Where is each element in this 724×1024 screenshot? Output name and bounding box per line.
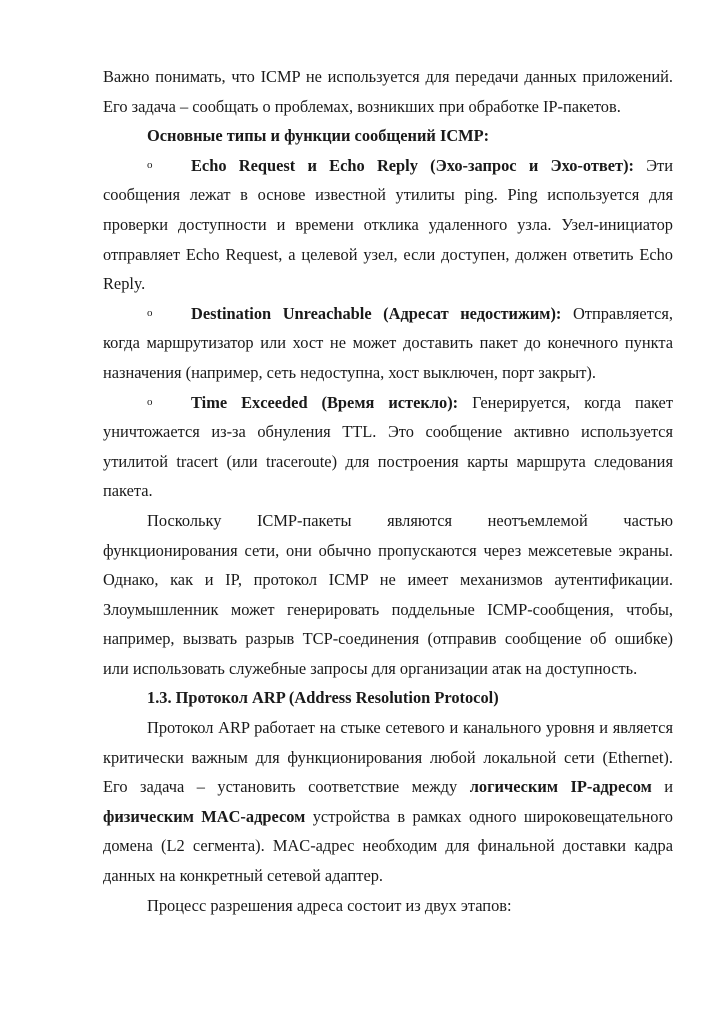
list-item-time-exceeded-title: Time Exceeded (Время истекло): <box>191 392 459 412</box>
arp-intro-text-mid: и <box>651 777 674 797</box>
paragraph-icmp-purpose: Важно понимать, что ICMP не используется для передачи данных приложений. Его задача – сообщать о проблемах, возникших при обработке IP-пакетов. <box>103 67 673 116</box>
heading-icmp-types: Основные типы и функции сообщений ICMP: <box>147 126 490 146</box>
paragraph-icmp-security: Поскольку ICMP-пакеты являются неотъемлемой частью функционирования сети, они обычно пропускаются через межсетевые экраны. Однако, как и IP, протокол ICMP не имеет механизмов аутентификации. Злоумышленник может генерировать поддельные ICMP-сообщения, чтобы, например, вызвать разрыв TCP-соединения (отправив сообщение об ошибке) или использовать служебные запросы для организации атак на доступность. <box>103 510 673 678</box>
arp-intro-text-end: устройства в рамках одного широковещательного домена (L2 сегмента). MAC-адрес необходим для финальной доставки кадра данных на конкретный сетевой адаптер. <box>103 806 674 886</box>
list-item-echo-title: Echo Request и Echo Reply (Эхо-запрос и Эхо-ответ): <box>191 155 634 175</box>
arp-intro-text-start: Протокол ARP работает на стыке сетевого и канального уровня и является критически важным для функционирования любой локальной сети (Ethernet). Его задача – установить соответствие между <box>103 718 673 797</box>
arp-intro-bold-ip: логическим IP-адресом <box>469 777 652 797</box>
heading-arp-section: 1.3. Протокол ARP (Address Resolution Protocol) <box>147 688 499 708</box>
list-item-unreachable-text: Отправляется, когда маршрутизатор или хост не может доставить пакет до конечного пункта назначения (например, сеть недоступна, хост выключен, порт закрыт). <box>103 303 673 382</box>
list-item-unreachable-title: Destination Unreachable (Адресат недостижим): <box>191 303 562 323</box>
list-item-time-exceeded <box>103 388 673 506</box>
paragraph-arp-intro <box>103 713 673 891</box>
document-page <box>103 62 673 920</box>
arp-intro-bold-mac: физическим MAC-адресом <box>103 806 306 826</box>
paragraph-arp-process: Процесс разрешения адреса состоит из двух этапов: <box>147 895 512 915</box>
bullet-marker: o <box>147 158 153 171</box>
bullet-marker: o <box>147 306 153 319</box>
list-item-unreachable <box>103 299 673 388</box>
bullet-marker: o <box>147 395 153 408</box>
list-item-time-exceeded-text: Генерируется, когда пакет уничтожается из-за обнуления TTL. Это сообщение активно используется утилитой tracert (или traceroute) для построения карты маршрута следования пакета. <box>103 392 673 501</box>
list-item-echo <box>103 151 673 299</box>
list-item-echo-text: Эти сообщения лежат в основе известной утилиты ping. Ping используется для проверки доступности и времени отклика удаленного узла. Узел-инициатор отправляет Echo Request, а целевой узел, если доступен, должен ответить Echo Reply. <box>103 155 673 294</box>
